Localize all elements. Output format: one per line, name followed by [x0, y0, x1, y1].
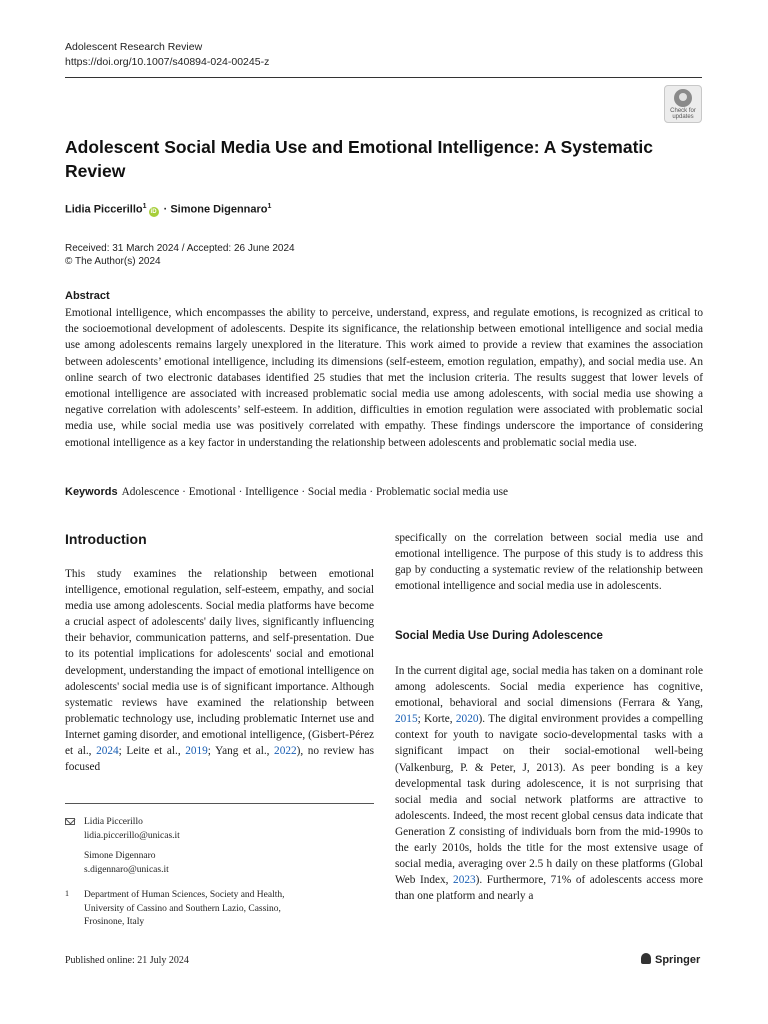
publication-history [65, 242, 295, 268]
footnote-rule [65, 803, 374, 804]
check-updates-line2: updates [672, 114, 694, 120]
check-updates-icon [674, 89, 692, 107]
keywords-label: Keywords [65, 486, 118, 498]
section-text-3: ). The digital environment provides a compelling context for youth to navigate socio-developmental tasks with a significant impact on their social-emotional well-being (Valkenburg, P. & Peter, J, 2013). As peer bonding is a key developmental task during adolescence, it is not surprising that social media and social network platforms are attractive to adolescents. Indeed, the most recent global census data indicate that Generation Z consisting of individuals born from the mid-1990s to the early 2010s, holds the title for the most extensive usage of social media, averaging over 2.5 h daily on these platforms (Global Web Index, [395, 713, 703, 887]
check-for-updates-badge[interactable] [664, 85, 702, 123]
publisher-name: Springer [655, 954, 701, 966]
doi-link[interactable]: https://doi.org/10.1007/s40894-024-00245-z [65, 56, 270, 68]
journal-header [65, 40, 269, 70]
envelope-icon [65, 818, 75, 825]
abstract-text: Emotional intelligence, which encompasses the ability to perceive, understand, express, and regulate emotions, is recognized as critical to the socioemotional development of adolescents. Despite its significance, the relationship between emotional intelligence and social media use among adolescents remains largely unexplored in the literature. This work aimed to provide a review that examines the association between adolescents’ emotional intelligence, including its dimensions (self-esteem, emotion regulation, empathy), and social media use. An online search of two electronic databases identified 25 studies that met the inclusion criteria. The results suggest that lower levels of emotional intelligence are associated with increased problematic social media use among adolescents, with social media use showing a negative correlation with adolescents’ self-esteem. In addition, difficulties in emotion regulation were associated with problematic social media use, while social media use was positively correlated with empathy. These findings underscore the importance of considering emotional intelligence as a key factor in understanding the relationship between adolescents and problematic social media use. [65, 307, 703, 449]
affiliation-line-2: University of Cassino and Southern Lazio, Cassino, [84, 903, 281, 914]
author-1[interactable]: Lidia Piccerillo [65, 203, 143, 216]
abstract-heading: Abstract [65, 290, 110, 302]
intro-text-4: ), no review has focused [65, 745, 374, 774]
section-paragraph [395, 663, 703, 904]
affiliation-line-3: Frosinone, Italy [84, 917, 145, 927]
intro-text-3: ; Yang et al., [207, 745, 275, 758]
author-2-affiliation: 1 [267, 203, 272, 210]
copyright-notice: © The Author(s) 2024 [65, 256, 161, 267]
introduction-heading: Introduction [65, 531, 147, 547]
header-rule [65, 77, 702, 78]
springer-horse-icon [641, 953, 651, 964]
section-text-4: ). Furthermore, 71% of adolescents access more than one platform and nearly a [395, 874, 703, 903]
footnote-author-1-name: Lidia Piccerillo [84, 817, 143, 827]
affiliation [84, 889, 285, 930]
corresponding-author-1 [84, 816, 180, 843]
article-title: Adolescent Social Media Use and Emotional Intelligence: A Systematic Review [65, 137, 654, 181]
citation-link[interactable]: 2020 [455, 713, 479, 726]
footnote-author-2-email[interactable]: s.digennaro@unicas.it [84, 864, 169, 875]
section-heading-social-media: Social Media Use During Adolescence [395, 630, 603, 642]
footnote-author-1-email[interactable]: lidia.piccerillo@unicas.it [84, 830, 180, 841]
section-text-1: In the current digital age, social media has taken on a dominant role among adolescents. Social media experience has cognitive, emotional, behavioral and social dimensions (Ferrara & Yang, [395, 665, 703, 710]
keywords [65, 486, 508, 498]
author-1-affiliation: 1 [142, 203, 147, 210]
footnote-author-2-name: Simone Digennaro [84, 851, 156, 861]
introduction-continued: specifically on the correlation between social media use and emotional intelligence. The purpose of this study is to address this gap by conducting a systematic review of the relationship between emotional intelligence and social media use in adolescents. [395, 532, 703, 593]
citation-link[interactable]: 2015 [395, 713, 418, 726]
received-accepted-dates: Received: 31 March 2024 / Accepted: 26 June 2024 [65, 243, 295, 254]
intro-text-1: This study examines the relationship between emotional intelligence, emotional regulation, self-esteem, empathy, and social media use among adolescents. Social media platforms have become a crucial aspect of adolescents' daily lives, significantly influencing their behavior, communication patterns, and self-presentation. Due to its potential implications for adolescents' social and emotional development, understanding the impact of emotional intelligence on adolescents' social media use is of significant importance. Although systematic reviews have examined the relationship between problematic technology use, including problematic Internet use and Internet gaming disorder, and emotional intelligence, (Gisbert-Pérez et al., [65, 568, 374, 758]
author-separator: · [160, 203, 171, 216]
affiliation-number: 1 [65, 889, 69, 898]
section-text-2: ; Korte, [417, 713, 456, 726]
journal-name: Adolescent Research Review [65, 41, 203, 53]
author-2[interactable]: Simone Digennaro [170, 203, 268, 216]
publisher-logo [641, 953, 700, 966]
citation-link[interactable]: 2019 [185, 745, 208, 758]
keywords-list: Adolescence · Emotional · Intelligence · Social media · Problematic social media use [121, 486, 509, 498]
intro-text-2: ; Leite et al., [118, 745, 186, 758]
citation-link[interactable]: 2024 [96, 745, 119, 758]
published-online: Published online: 21 July 2024 [65, 955, 189, 966]
author-list [65, 203, 271, 217]
affiliation-line-1: Department of Human Sciences, Society and Health, [84, 890, 285, 900]
corresponding-author-2 [84, 850, 169, 877]
orcid-icon[interactable]: iD [150, 208, 157, 215]
introduction-paragraph [65, 566, 374, 775]
check-updates-line1: Check for [670, 108, 696, 114]
citation-link[interactable]: 2022 [274, 745, 297, 758]
citation-link[interactable]: 2023 [453, 874, 476, 887]
